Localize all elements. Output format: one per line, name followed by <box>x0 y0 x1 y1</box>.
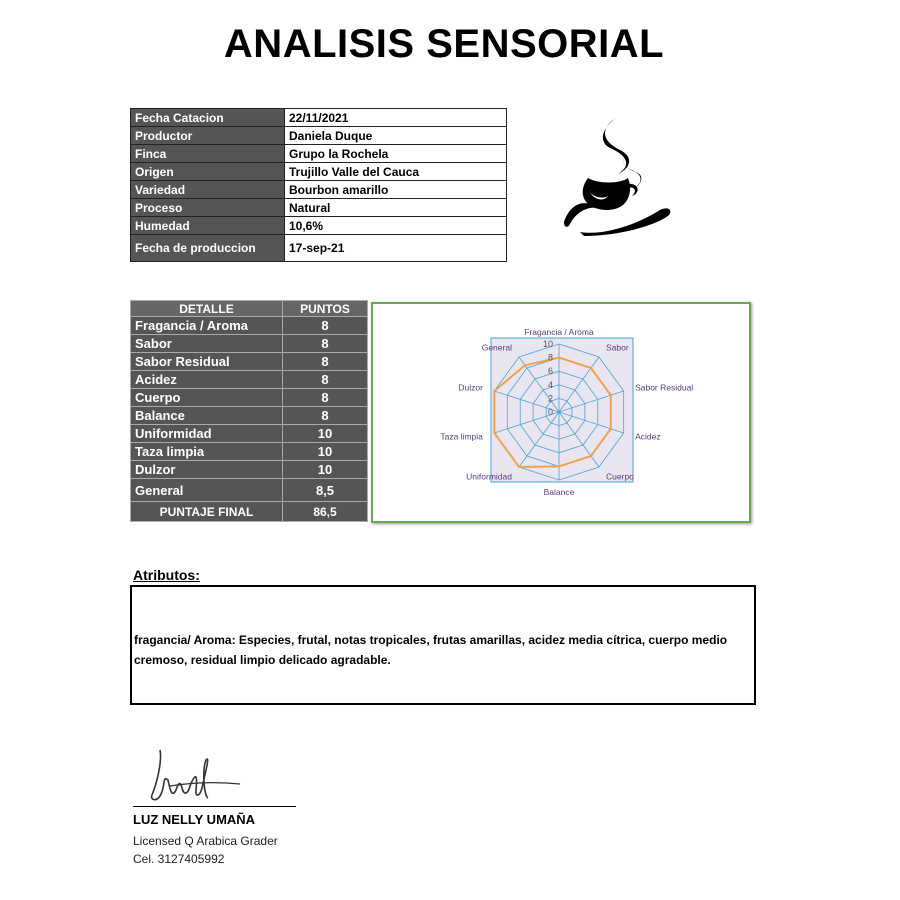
info-label: Variedad <box>131 181 285 199</box>
score-row <box>131 443 368 461</box>
signature-line <box>133 806 296 807</box>
info-label: Humedad <box>131 217 285 235</box>
info-row <box>131 145 507 163</box>
signature-image <box>140 740 250 810</box>
coffee-cup-icon <box>558 112 678 242</box>
info-row <box>131 235 507 262</box>
info-value: Bourbon amarillo <box>285 181 507 199</box>
info-label: Fecha de produccion <box>131 235 285 262</box>
score-points: 8 <box>283 407 368 425</box>
final-score-row <box>131 502 368 522</box>
radar-chart <box>371 302 751 523</box>
attributes-text: fragancia/ Aroma: Especies, frutal, notas tropicales, frutas amarillas, acidez media cítrica, cuerpo medio cremoso, residual limpio delicado agradable. <box>134 633 728 667</box>
score-table <box>130 300 368 522</box>
score-points: 10 <box>283 461 368 479</box>
category-label: Uniformidad <box>466 471 512 482</box>
final-score-label: PUNTAJE FINAL <box>131 502 283 522</box>
info-label: Fecha Catacion <box>131 109 285 127</box>
score-points: 8 <box>283 335 368 353</box>
attributes-box <box>130 585 756 705</box>
score-points: 10 <box>283 443 368 461</box>
score-points: 8 <box>283 389 368 407</box>
category-label: Cuerpo <box>606 471 634 482</box>
info-label: Proceso <box>131 199 285 217</box>
score-row <box>131 389 368 407</box>
score-label: General <box>131 479 283 502</box>
score-points: 10 <box>283 425 368 443</box>
info-row <box>131 127 507 145</box>
score-row <box>131 353 368 371</box>
score-points: 8 <box>283 317 368 335</box>
category-label: Sabor <box>606 342 629 353</box>
info-value: 22/11/2021 <box>285 109 507 127</box>
info-label: Origen <box>131 163 285 181</box>
score-points: 8,5 <box>283 479 368 502</box>
info-value: Grupo la Rochela <box>285 145 507 163</box>
info-value: 10,6% <box>285 217 507 235</box>
score-row <box>131 461 368 479</box>
radar-chart-svg <box>373 304 749 521</box>
category-label: General <box>481 342 512 353</box>
info-row <box>131 199 507 217</box>
score-label: Acidez <box>131 371 283 389</box>
grader-title: Licensed Q Arabica Grader <box>133 834 278 848</box>
category-label: Taza limpia <box>440 431 483 442</box>
category-label: Sabor Residual <box>635 382 694 393</box>
tick-label: 0 <box>547 407 553 417</box>
score-points: 8 <box>283 353 368 371</box>
category-label: Dulzor <box>458 382 483 393</box>
score-row <box>131 479 368 502</box>
score-label: Sabor Residual <box>131 353 283 371</box>
tick-label: 10 <box>542 339 553 349</box>
score-label: Balance <box>131 407 283 425</box>
score-label: Fragancia / Aroma <box>131 317 283 335</box>
score-row <box>131 425 368 443</box>
info-row <box>131 163 507 181</box>
grader-name: LUZ NELLY UMAÑA <box>133 812 256 827</box>
tick-label: 6 <box>547 366 553 377</box>
info-row <box>131 109 507 127</box>
score-row <box>131 407 368 425</box>
grader-phone: Cel. 3127405992 <box>133 852 225 866</box>
info-value: Trujillo Valle del Cauca <box>285 163 507 181</box>
score-label: Cuerpo <box>131 389 283 407</box>
score-label: Uniformidad <box>131 425 283 443</box>
category-label: Acidez <box>635 431 661 442</box>
attributes-heading: Atributos: <box>133 567 200 583</box>
info-value: 17-sep-21 <box>285 235 507 262</box>
score-row <box>131 317 368 335</box>
detail-header: DETALLE <box>131 301 283 317</box>
tick-label: 8 <box>547 352 553 363</box>
final-score-value: 86,5 <box>283 502 368 522</box>
info-table <box>130 108 507 262</box>
points-header: PUNTOS <box>283 301 368 317</box>
score-row <box>131 335 368 353</box>
tick-label: 4 <box>547 379 553 390</box>
score-points: 8 <box>283 371 368 389</box>
tick-label: 2 <box>547 393 553 404</box>
info-value: Natural <box>285 199 507 217</box>
score-label: Dulzor <box>131 461 283 479</box>
category-label: Fragancia / Aroma <box>524 327 594 337</box>
score-row <box>131 371 368 389</box>
info-value: Daniela Duque <box>285 127 507 145</box>
info-row <box>131 217 507 235</box>
info-row <box>131 181 507 199</box>
info-label: Productor <box>131 127 285 145</box>
page-title: ANALISIS SENSORIAL <box>223 22 665 66</box>
info-label: Finca <box>131 145 285 163</box>
score-label: Sabor <box>131 335 283 353</box>
score-label: Taza limpia <box>131 443 283 461</box>
category-label: Balance <box>543 487 575 497</box>
